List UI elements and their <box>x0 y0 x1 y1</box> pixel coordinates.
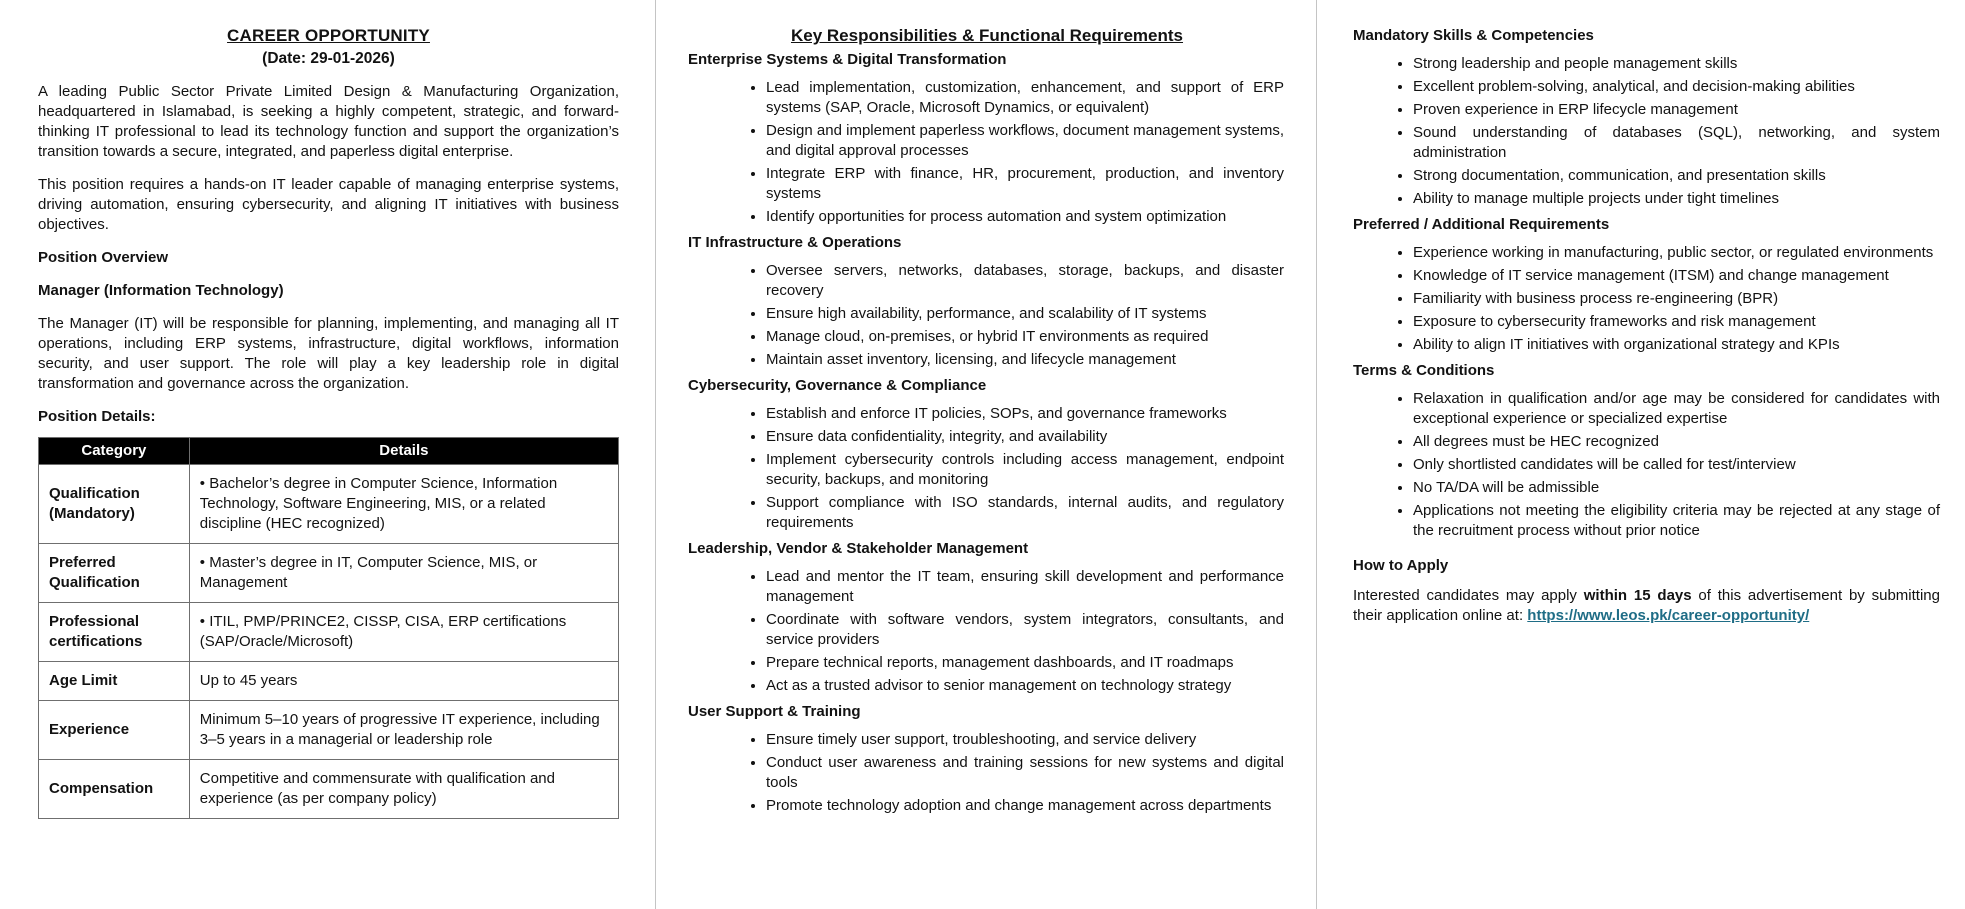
bullet-item: • Coordinate with software vendors, system integrators, consultants, and service providers <box>766 610 1284 650</box>
section-heading: Leadership, Vendor & Stakeholder Management <box>688 540 1029 557</box>
how-to-apply-paragraph <box>1353 586 1940 626</box>
bullet-item: • Lead implementation, customization, enhancement, and support of ERP systems (SAP, Oracle, Microsoft Dynamics, or equivalent) <box>766 78 1284 118</box>
row-details: Minimum 5–10 years of progressive IT experience, including 3–5 years in a managerial or leadership role <box>189 701 618 760</box>
section-heading: Mandatory Skills & Competencies <box>1353 27 1594 44</box>
document-date: (Date: 29-01-2026) <box>262 50 395 67</box>
bullet-item: • Implement cybersecurity controls including access management, endpoint security, backups, and monitoring <box>766 450 1284 490</box>
col3-sections <box>1353 26 1940 541</box>
apply-text-before: Interested candidates may apply <box>1353 587 1584 604</box>
responsibilities-title: Key Responsibilities & Functional Requirements <box>790 26 1184 45</box>
section-heading: Preferred / Additional Requirements <box>1353 216 1610 233</box>
table-row <box>39 701 619 760</box>
table-row <box>39 603 619 662</box>
bullet-item: • Promote technology adoption and change management across departments <box>766 796 1284 816</box>
bullet-item: • Excellent problem-solving, analytical, and decision-making abilities <box>1413 77 1940 97</box>
apply-text-after: of this advertisement by submitting their application online at: <box>1353 587 1940 624</box>
row-category: Compensation <box>39 760 190 819</box>
section-heading: Terms & Conditions <box>1353 362 1495 379</box>
bullet-item: • Lead and mentor the IT team, ensuring skill development and performance management <box>766 567 1284 607</box>
bullet-item: • Relaxation in qualification and/or age may be considered for candidates with exceptional experience or specialized expertise <box>1413 389 1940 429</box>
document-title: CAREER OPPORTUNITY <box>227 26 430 45</box>
bullet-item: • Familiarity with business process re-engineering (BPR) <box>1413 289 1940 309</box>
bullet-item: • Prepare technical reports, management dashboards, and IT roadmaps <box>766 653 1284 673</box>
section-heading: Enterprise Systems & Digital Transformation <box>688 51 1007 68</box>
bullet-item: • Applications not meeting the eligibility criteria may be rejected at any stage of the recruitment process without prior notice <box>1413 501 1940 541</box>
responsibilities-sections <box>688 50 1286 816</box>
bullet-item: • Design and implement paperless workflows, document management systems, and digital approval processes <box>766 121 1284 161</box>
section-heading: Cybersecurity, Governance & Compliance <box>688 377 987 394</box>
table-header-details: Details <box>189 438 618 465</box>
table-header-category: Category <box>39 438 190 465</box>
bullet-item: • Act as a trusted advisor to senior management on technology strategy <box>766 676 1284 696</box>
heading-position-overview: Position Overview <box>38 249 169 266</box>
row-details: Competitive and commensurate with qualification and experience (as per company policy) <box>189 760 618 819</box>
row-details: • ITIL, PMP/PRINCE2, CISSP, CISA, ERP certifications (SAP/Oracle/Microsoft) <box>189 603 618 662</box>
heading-position-details: Position Details: <box>38 408 156 425</box>
bullet-item: • Ability to manage multiple projects under tight timelines <box>1413 189 1940 209</box>
section <box>1353 215 1940 355</box>
row-category: Age Limit <box>39 662 190 701</box>
row-category: Preferred Qualification <box>39 544 190 603</box>
bullet-item: • Ability to align IT initiatives with organizational strategy and KPIs <box>1413 335 1940 355</box>
bullet-list <box>688 78 1286 227</box>
table-row <box>39 662 619 701</box>
table-row <box>39 465 619 544</box>
row-category: Experience <box>39 701 190 760</box>
heading-role-title: Manager (Information Technology) <box>38 282 284 299</box>
bullet-item: • Only shortlisted candidates will be called for test/interview <box>1413 455 1940 475</box>
bullet-item: • Sound understanding of databases (SQL), networking, and system administration <box>1413 123 1940 163</box>
row-details: • Master’s degree in IT, Computer Science, MIS, or Management <box>189 544 618 603</box>
section <box>688 702 1286 816</box>
section <box>688 233 1286 370</box>
table-row <box>39 544 619 603</box>
section <box>688 50 1286 227</box>
apply-deadline-text: within 15 days <box>1583 587 1692 604</box>
intro-paragraph-2: This position requires a hands-on IT leader capable of managing enterprise systems, driving automation, ensuring cybersecurity, and aligning IT initiatives with business objectives. <box>38 176 619 233</box>
bullet-item: • Maintain asset inventory, licensing, and lifecycle management <box>766 350 1284 370</box>
bullet-item: • Knowledge of IT service management (ITSM) and change management <box>1413 266 1940 286</box>
bullet-item: • Exposure to cybersecurity frameworks and risk management <box>1413 312 1940 332</box>
bullet-item: • Establish and enforce IT policies, SOPs, and governance frameworks <box>766 404 1284 424</box>
bullet-list <box>688 261 1286 370</box>
section <box>688 376 1286 533</box>
bullet-item: • Strong leadership and people management skills <box>1413 54 1940 74</box>
section-heading: IT Infrastructure & Operations <box>688 234 902 251</box>
row-details: Up to 45 years <box>189 662 618 701</box>
bullet-item: • All degrees must be HEC recognized <box>1413 432 1940 452</box>
bullet-item: • Proven experience in ERP lifecycle management <box>1413 100 1940 120</box>
bullet-item: • No TA/DA will be admissible <box>1413 478 1940 498</box>
bullet-item: • Oversee servers, networks, databases, storage, backups, and disaster recovery <box>766 261 1284 301</box>
table-header-row <box>39 438 619 465</box>
bullet-item: • Conduct user awareness and training sessions for new systems and digital tools <box>766 753 1284 793</box>
bullet-list <box>688 567 1286 696</box>
row-category: Qualification (Mandatory) <box>39 465 190 544</box>
bullet-item: • Strong documentation, communication, and presentation skills <box>1413 166 1940 186</box>
bullet-item: • Ensure high availability, performance, and scalability of IT systems <box>766 304 1284 324</box>
section <box>688 539 1286 696</box>
bullet-list <box>1353 54 1940 209</box>
role-paragraph: The Manager (IT) will be responsible for planning, implementing, and managing all IT operations, including ERP systems, infrastructure, digital workflows, information security, and user support. The role will play a key leadership role in digital transformation and governance across the organization. <box>38 315 619 392</box>
bullet-list <box>688 404 1286 533</box>
column-responsibilities <box>656 0 1317 909</box>
column-intro <box>0 0 656 909</box>
bullet-item: • Experience working in manufacturing, public sector, or regulated environments <box>1413 243 1940 263</box>
bullet-item: • Ensure timely user support, troubleshooting, and service delivery <box>766 730 1284 750</box>
bullet-item: • Manage cloud, on-premises, or hybrid IT environments as required <box>766 327 1284 347</box>
bullet-item: • Integrate ERP with finance, HR, procurement, production, and inventory systems <box>766 164 1284 204</box>
table-row <box>39 760 619 819</box>
intro-paragraph-1: A leading Public Sector Private Limited Design & Manufacturing Organization, headquartered in Islamabad, is seeking a highly competent, strategic, and forward-thinking IT professional to lead its technology function and support the organization’s transition towards a secure, integrated, and paperless digital enterprise. <box>38 83 619 160</box>
section <box>1353 361 1940 541</box>
heading-how-to-apply: How to Apply <box>1353 557 1449 574</box>
column-requirements <box>1317 0 1965 909</box>
row-category: Professional certifications <box>39 603 190 662</box>
bullet-list <box>1353 243 1940 355</box>
apply-link[interactable]: https://www.leos.pk/career-opportunity/ <box>1527 607 1810 624</box>
bullet-item: • Ensure data confidentiality, integrity, and availability <box>766 427 1284 447</box>
position-details-table <box>38 437 619 819</box>
bullet-list <box>1353 389 1940 541</box>
bullet-item: • Identify opportunities for process automation and system optimization <box>766 207 1284 227</box>
bullet-list <box>688 730 1286 816</box>
bullet-item: • Support compliance with ISO standards, internal audits, and regulatory requirements <box>766 493 1284 533</box>
position-details-table-body <box>39 465 619 819</box>
section <box>1353 26 1940 209</box>
row-details: • Bachelor’s degree in Computer Science, Information Technology, Software Engineering, MIS, or a related discipline (HEC recognized) <box>189 465 618 544</box>
section-heading: User Support & Training <box>688 703 861 720</box>
